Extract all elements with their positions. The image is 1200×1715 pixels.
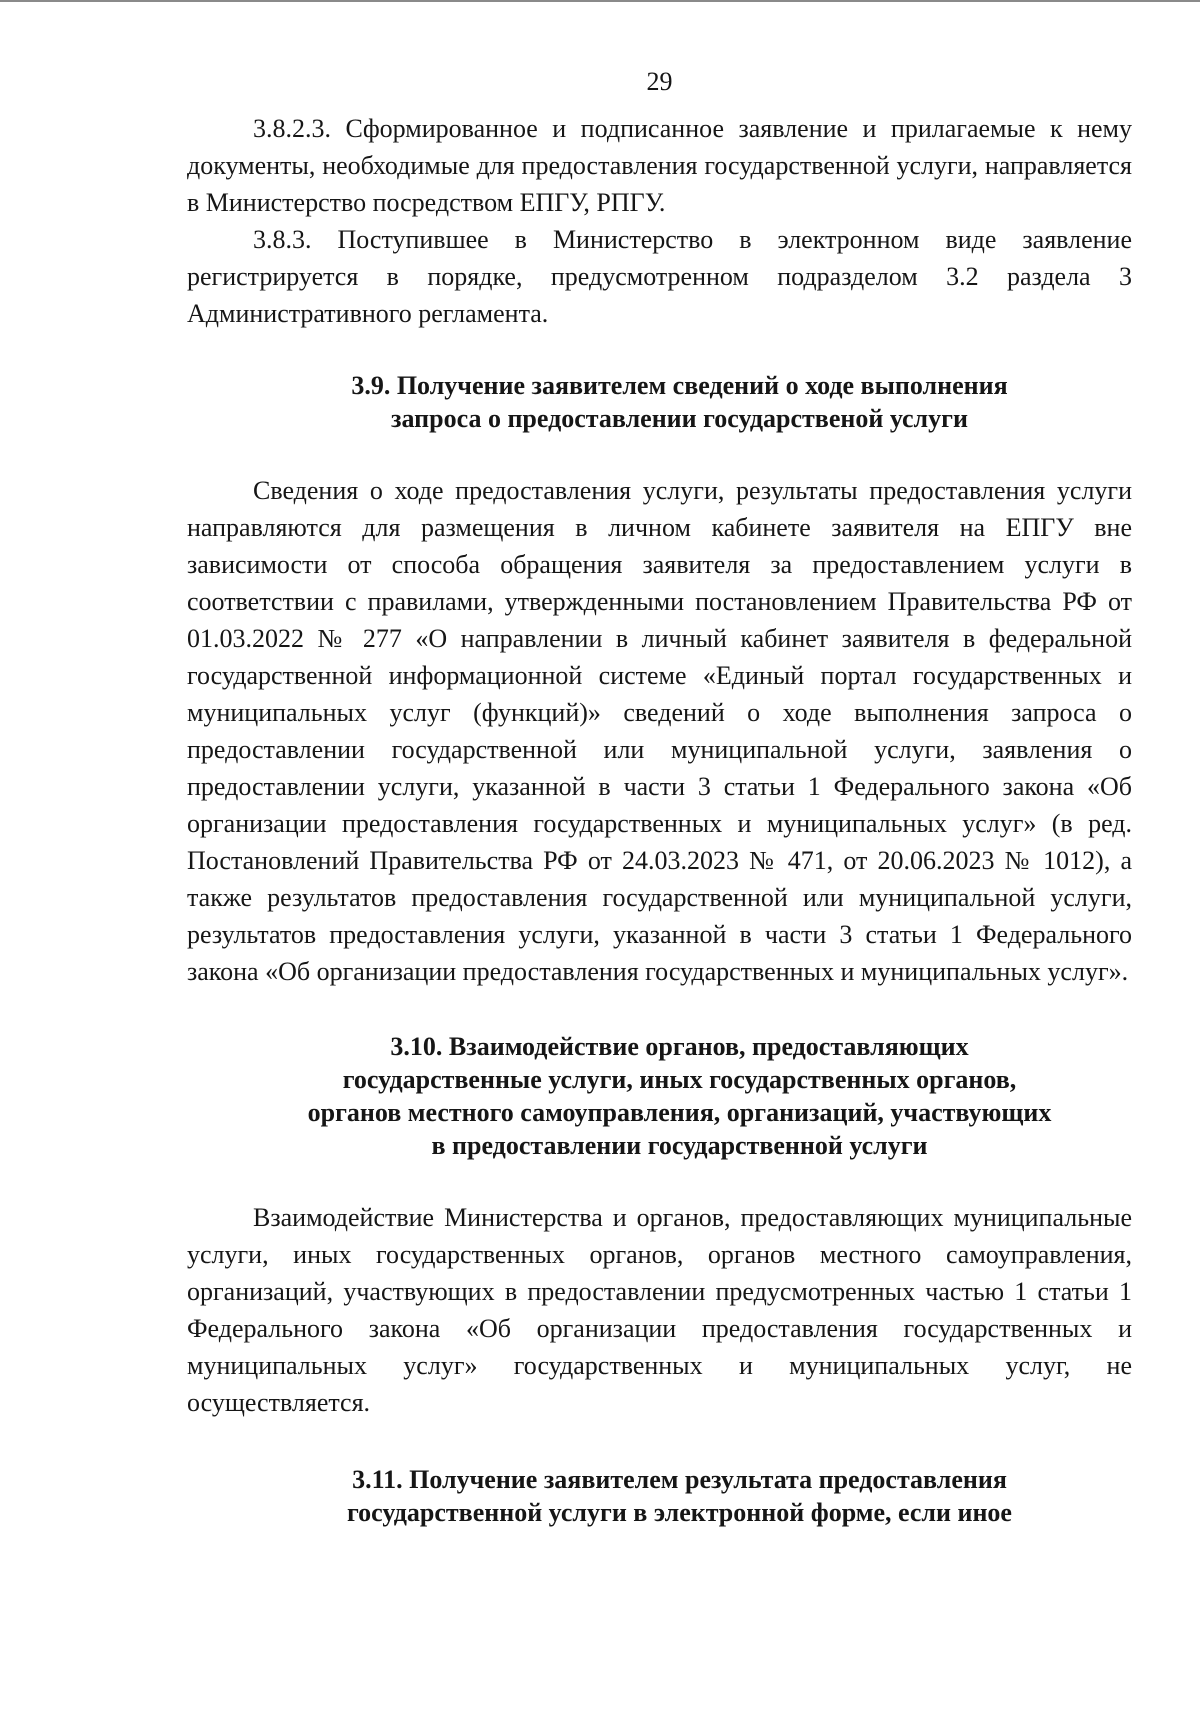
scan-top-edge: [0, 0, 1200, 2]
heading-line: 3.10. Взаимодействие органов, предоставляющих: [390, 1032, 969, 1061]
heading-line: государственные услуги, иных государственных органов,: [342, 1065, 1017, 1094]
paragraph-3-10-body: Взаимодействие Министерства и органов, предоставляющих муниципальные услуги, иных государственных органов, органов местного самоуправления, организаций, участвующих в предоставлении предусмотренных частью 1 статьи 1 Федерального закона «Об организации предоставления государственных и муниципальных услуг» государственных и муниципальных услуг, не осуществляется.: [187, 1203, 1132, 1417]
heading-line: органов местного самоуправления, организаций, участвующих: [307, 1098, 1052, 1127]
heading-line: 3.11. Получение заявителем результата предоставления: [352, 1465, 1007, 1494]
heading-line: государственной услуги в электронной форме, если иное: [347, 1498, 1012, 1527]
section-heading-3-10: [187, 1030, 1132, 1162]
heading-line: в предоставлении государственной услуги: [431, 1131, 928, 1160]
heading-line: запроса о предоставлении государственой услуги: [391, 404, 968, 433]
document-page: [187, 62, 1132, 1529]
section-heading-3-11: [187, 1463, 1132, 1529]
paragraph-3-8-2-3: 3.8.2.3. Сформированное и подписанное заявление и прилагаемые к нему документы, необходимые для предоставления государственной услуги, направляется в Министерство посредством ЕПГУ, РПГУ.: [187, 114, 1132, 217]
paragraph-3-8-3: 3.8.3. Поступившее в Министерство в электронном виде заявление регистрируется в порядке, предусмотренном подразделом 3.2 раздела 3 Административного регламента.: [187, 225, 1132, 328]
heading-line: 3.9. Получение заявителем сведений о ходе выполнения: [351, 371, 1008, 400]
page-number: 29: [646, 67, 673, 96]
section-heading-3-9: [187, 369, 1132, 435]
paragraph-3-9-body: Сведения о ходе предоставления услуги, результаты предоставления услуги направляются для размещения в личном кабинете заявителя на ЕПГУ вне зависимости от способа обращения заявителя за предоставлением услуги в соответствии с правилами, утвержденными постановлением Правительства РФ от 01.03.2022 № 277 «О направлении в личный кабинет заявителя в федеральной государственной информационной системе «Единый портал государственных и муниципальных услуг (функций)» сведений о ходе выполнения запроса о предоставлении государственной или муниципальной услуги, заявления о предоставлении услуги, указанной в части 3 статьи 1 Федерального закона «Об организации предоставления государственных и муниципальных услуг» (в ред. Постановлений Правительства РФ от 24.03.2023 № 471, от 20.06.2023 № 1012), а также результатов предоставления государственной или муниципальной услуги, результатов предоставления услуги, указанной в части 3 статьи 1 Федерального закона «Об организации предоставления государственных и муниципальных услуг».: [187, 476, 1132, 986]
